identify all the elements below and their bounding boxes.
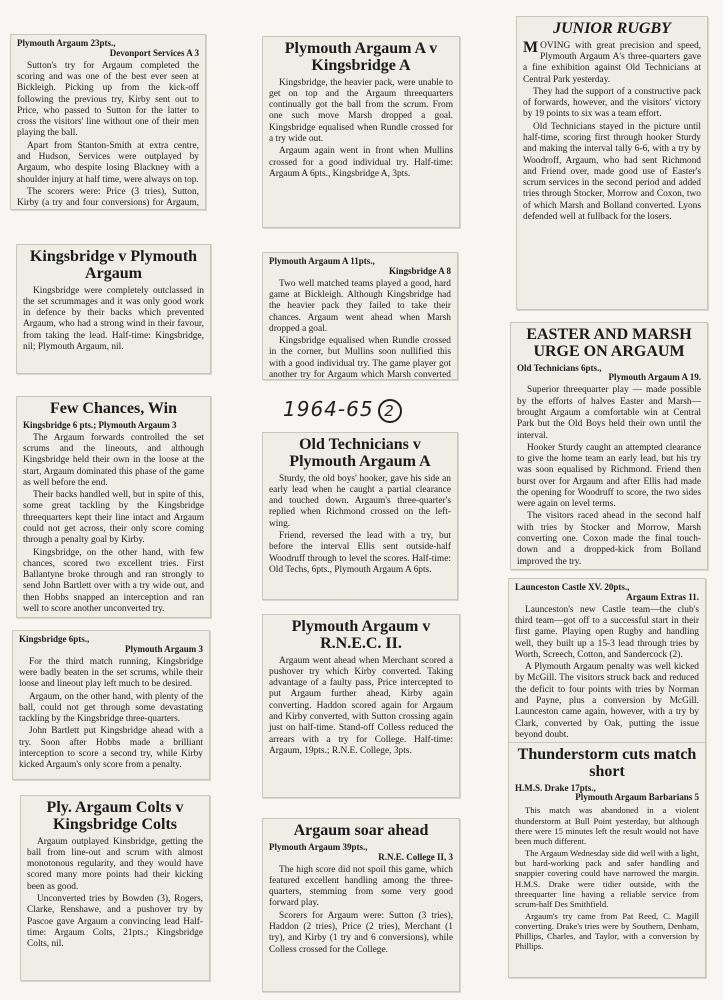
paragraph: Apart from Stanton-Smith at extra centre, and Hudson, Services were outplayed by Argaum, who despite losing Blackney with a shoulder injury at half time, were always on top. <box>17 140 199 185</box>
clipping-subheadline: H.M.S. Drake 17pts., <box>515 782 596 793</box>
paragraph: Hooker Sturdy caught an attempted clearance to give the home team an early lead, but his try was soon equalised by Richmond. Friend then burst over for Argaum and after Ellis had made the opening for Woodruff to score, the two sides were again on level terms. <box>517 442 701 510</box>
clipping-subheadline: R.N.E. College II, 3 <box>378 851 453 862</box>
paragraph: For the third match running, Kingsbridge were badly beaten in the set scrums, while their loose and lineout play left much to be desired. <box>19 656 203 690</box>
handwritten-page-number: 2 <box>378 399 402 423</box>
clipping-easter-and-marsh <box>510 322 708 570</box>
clipping-headline: Thunderstorm cuts match short <box>517 746 697 780</box>
drop-cap: M <box>523 38 539 56</box>
handwritten-season-note: 1964-65 2 <box>283 397 402 423</box>
paragraph: They had the support of a constructive pack of forwards, however, and the visitors' victory by 19 points to six was a team effort. <box>523 86 701 120</box>
paragraph: The high score did not spoil this game, which featured excellent handling among the three-quarters, stemming from some very good forward play. <box>269 864 453 909</box>
paragraph: Argaum, on the other hand, with plenty of the ball, could not get through some devastating tackling by the Kingsbridge three-quarters. <box>19 691 203 725</box>
clipping-headline: Kingsbridge v Plymouth Argaum <box>29 248 198 282</box>
clipping-headline: EASTER AND MARSH URGE ON ARGAUM <box>526 326 692 360</box>
clipping-subheadline: Devonport Services A 3 <box>109 47 199 58</box>
clipping-subheadline: Argaum Extras 11. <box>626 591 699 602</box>
clipping-headline: Kingsbridge 6pts., <box>19 634 90 644</box>
clipping-headline: Old Technicians v Plymouth Argaum A <box>289 436 431 470</box>
clipping-argaum-soar-ahead <box>262 818 460 992</box>
clipping-headline: JUNIOR RUGBY <box>553 20 671 37</box>
clipping-headline: Launceston Castle XV. 20pts., <box>515 582 630 592</box>
paragraph: Kingsbridge equalised when Rundle crossed in the corner, but Mullins soon nullified this with a good individual try. The game player got another try for Argaum which Marsh converted <box>269 336 451 380</box>
paragraph: The Argaum forwards controlled the set scrums and the lineouts, and although Kingsbridge held their own in the loose at the start, Argaum dominated this phase of the game as well before the end. <box>23 432 204 488</box>
paragraph: Kingsbridge, the heavier pack, were unable to get on top and the Argaum threequarters continually got the ball from the scrum. From one such move Marsh dropped a goal. Kingsbridge equalised when Rundle crossed for a try wide out. <box>269 77 453 144</box>
clipping-headline: Few Chances, Win <box>50 400 177 417</box>
clipping-old-technicians-v-argaum-a <box>262 432 458 600</box>
clipping-kingsbridge-6pts <box>12 630 210 780</box>
paragraph: Two well matched teams played a good, hard game at Bickleigh. Although Kingsbridge had the heavier pack they failed to take their chances. Argaum went ahead when Marsh dropped a goal. <box>269 278 451 334</box>
paragraph: The scorers were: Price (3 tries), Sutton, Kirby (a try and four conversions) for Argaum, <box>17 186 199 209</box>
paragraph: Launceston's new Castle team—the club's third team—got off to a successful start in their first game. Playing open Rugby and handling well, they built up a 15-3 lead through tries by Worth, Screech, Cotton, and Sandercock (2). <box>515 604 699 660</box>
paragraph: Scorers for Argaum were: Sutton (3 tries), Haddon (2 tries), Price (2 tries), Merchant (1 try), and Kirby (1 try and 6 conversions), while Colless crossed for the College. <box>269 910 453 955</box>
paragraph: Superior threequarter play — made possible by the efforts of halves Easter and Marsh—brought Argaum a comfortable win at Central Park but the Old Boys held their own until the interval. <box>517 385 701 441</box>
paragraph: Old Technicians stayed in the picture until half-time, scoring first through hooker Sturdy and making the interval tally 6-6, with a try by Woodroff, Argaum, who had sent Richmond and Friend over, made good use of Easter's scrum services in the second period and added tries through Stocker, Morrow and Coxon, two of which Marsh and Bolland converted. Lyons defended well at fullback for the losers. <box>523 121 701 223</box>
clipping-colts <box>20 795 210 981</box>
clipping-argaum-v-devonport <box>10 34 206 210</box>
paragraph: Friend, reversed the lead with a try, but before the interval Ellis sent outside-half Woodruff through to level the scores. Half-time: Old Techs, 6pts., Plymouth Argaum A 6pts. <box>269 531 451 575</box>
paragraph: The Argaum Wednesday side did well with a light, but hard-working pack and safer handling and snappier covering could have narrowed the margin. H.M.S. Drake were tidier outside, with the threequarter line having a reliable service from scrum-half Des Smithfield. <box>515 847 699 910</box>
clipping-subheadline: Plymouth Argaum 3 <box>124 643 203 654</box>
paragraph: Sturdy, the old boys' hooker, gave his side an early lead when he caught a partial clearance and touched down. Argaum's three-quarter's replied when Richmond crossed on the left-wing. <box>269 473 451 529</box>
clipping-few-chances-win <box>16 396 211 618</box>
paragraph: Argaum went ahead when Merchant scored a pushover try which Kirby converted. Taking advantage of a faulty pass, Price intercepted to put Argaum further ahead, Kirby again converting. Haddon scored again for Argaum and Kirby converted, with Sutton crossing again just on half-time. Stand-off Colless reduced the arrears with a try for College. Half-time: Argaum, 19pts.; R.N.E. College, 3pts. <box>269 655 453 756</box>
clipping-argaum-a-11pts <box>262 252 458 380</box>
paragraph: The visitors raced ahead in the second half with tries by Stocker and Morrow, Marsh converting one. Coxon made the final touch-down and a dropped-kick from Bolland improved the try. <box>517 511 701 567</box>
clipping-argaum-v-rnec <box>262 614 460 798</box>
paragraph: Argaum again went in front when Mullins crossed for a good individual try. Half-time: Argaum A 6pts., Kingsbridge A, 3pts. <box>269 146 453 179</box>
paragraph: Sutton's try for Argaum completed the scoring and was one of the best ever seen at Bickleigh. Picking up from the kick-off following the previous try, Kirby sent out to Price, who passed to Sutton for the latter to cross the visitors' line without one of their men playing the ball. <box>17 60 199 139</box>
clipping-headline: Plymouth Argaum A v Kingsbridge A <box>284 40 438 74</box>
clipping-subheadline: Kingsbridge 6 pts.; Plymouth Argaum 3 <box>23 419 177 430</box>
clipping-subheadline: Kingsbridge A 8 <box>388 265 451 276</box>
clipping-subheadline: Old Technicians 6pts., <box>517 362 602 373</box>
clipping-headline: Plymouth Argaum A 11pts., <box>269 256 375 266</box>
paragraph: OVING with great precision and speed, Plymouth Argaum A's three-quarters gave a fine exhibition against Old Technicians at Central Park yesterday. <box>523 40 701 85</box>
paragraph: A Plymouth Argaum penalty was well kicked by McGill. The visitors struck back and reduced the deficit to four points with tries by Norman and Payne, plus a conversion by McGill. Launceston came again, however, with a try by Clark, converted by Oak, putting the issue beyond doubt. <box>515 662 699 740</box>
clipping-headline: Plymouth Argaum 23pts., <box>17 38 116 48</box>
paragraph: Argaum's try came from Pat Reed, C. Magill converting. Drake's tries were by Southern, Denham, Phillips, Charles, and Taylor, with a conversion by Phillips. <box>515 910 699 952</box>
paragraph: Unconverted tries by Bowden (3), Rogers, Clarke, Renshawe, and a pushover try by Pascoe gave Argaum a convincing lead Half-time: Argaum Colts, 21pts.; Kingsbridge Colts, nil. <box>27 894 203 950</box>
clipping-thunderstorm <box>508 742 706 978</box>
clipping-subheadline: Plymouth Argaum Barbarians 5 <box>575 792 699 803</box>
paragraph: John Bartlett put Kingsbridge ahead with a try. Soon after Hobbs made a brilliant interception to score a second try, while Kirby kicked Argaum's only score from a penalty. <box>19 726 203 771</box>
paragraph: This match was abandoned in a violent thunderstorm at Bull Point yesterday, but although there were 15 minutes left the result would not have been much different. <box>515 805 699 847</box>
clipping-kingsbridge-v-argaum <box>16 244 211 374</box>
clipping-argaum-a-v-kingsbridge-a <box>262 36 460 228</box>
clipping-headline: Argaum soar ahead <box>293 822 429 839</box>
paragraph: Kingsbridge, on the other hand, with few chances, scored two excellent tries. First Ballantyne broke through and ran strongly to send John Bartlett over with a try wide out, and then Hobbs snapped an interception and ran well to score another unconverted try. <box>23 547 204 614</box>
paragraph: Argaum outplayed Kinsbridge, getting the ball from line-out and scrum with almost monotonous regularity, and they would have scored many more points had their kicking been as good. <box>27 836 203 892</box>
clipping-headline: Ply. Argaum Colts v Kingsbridge Colts <box>46 799 184 833</box>
clipping-subheadline: Plymouth Argaum A 19. <box>608 372 701 383</box>
clipping-headline: Plymouth Argaum v R.N.E.C. II. <box>291 618 431 652</box>
clipping-subheadline: Plymouth Argaum 39pts., <box>269 841 368 852</box>
paragraph: Their backs handled well, but in spite of this, some great tackling by the Kingsbridge threequarters kept their line intact and Argaum could not get across, their only score coming through a penalty goal by Kirby. <box>23 490 204 546</box>
paragraph: Kingsbridge were completely outclassed in the set scrummages and it was only good work in defence by their backs which prevented Argaum, who had a strong wind in their favour, from taking the lead. Half-time: Kingsbridge, nil; Plymouth Argaum, nil. <box>23 285 204 352</box>
clipping-junior-rugby <box>516 16 708 310</box>
